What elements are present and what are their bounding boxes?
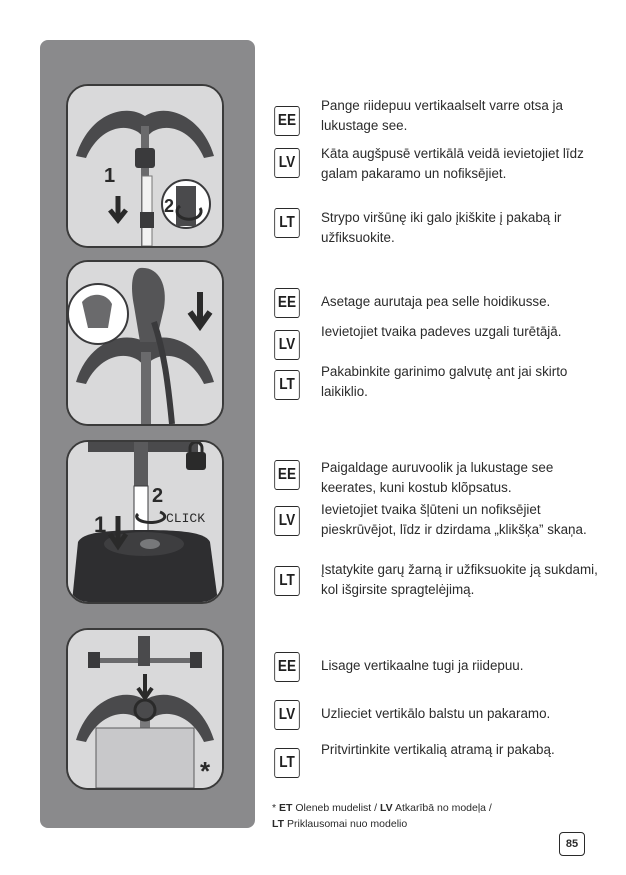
model-dependence-footnote [272, 800, 572, 832]
instruction-text-lt: Strypo viršūnę iki galo įkiškite į pakabą ir užfiksuokite. [321, 210, 562, 245]
step-number-1: 1 [94, 512, 107, 537]
instruction-text-lt: Įstatykite garų žarną ir užfiksuokite ją sukdami, kol išgirsite spragtelėjimą. [321, 562, 598, 597]
illustration-step-3 [66, 440, 224, 604]
instruction-text-lt: Pritvirtinkite vertikalią atramą ir pakabą. [321, 742, 555, 757]
footnote-asterisk: * [272, 802, 280, 814]
instruction-text-ee: Paigaldage auruvoolik ja lukustage see keerates, kuni kostub klõpsatus. [321, 460, 554, 495]
illustration-step-1 [66, 84, 224, 248]
footnote-code-lt: LT [272, 818, 285, 830]
support-bar-illustration [68, 630, 222, 788]
language-badge-lt: LT [274, 748, 300, 778]
instruction-text-ee: Lisage vertikaalne tugi ja riidepuu. [321, 658, 524, 673]
language-badge-lv: LV [274, 506, 300, 536]
language-badge-ee: EE [274, 652, 300, 682]
instruction-text-lv: Ievietojiet tvaika padeves uzgali turētājā. [321, 324, 562, 339]
language-badge-ee: EE [274, 106, 300, 136]
footnote-text-lv: Atkarībā no modeļa / [392, 802, 492, 814]
language-badge-lt: LT [274, 208, 300, 238]
instruction-text-lv: Ievietojiet tvaika šļūteni un nofiksējiet pieskrūvējot, līdz ir dzirdama „klikšķa” skaņa. [321, 502, 587, 537]
instruction-text-lt: Pakabinkite garinimo galvutę ant jai skirto laikiklio. [321, 364, 568, 399]
hanger-illustration [68, 86, 222, 246]
hose-connection-illustration [68, 442, 222, 602]
language-badge-lt: LT [274, 566, 300, 596]
language-badge-lv: LV [274, 330, 300, 360]
illustration-step-4 [66, 628, 224, 790]
language-badge-ee: EE [274, 288, 300, 318]
language-badge-lv: LV [274, 700, 300, 730]
instruction-text-lv: Kāta augšpusē vertikālā veidā ievietojiet līdz galam pakaramo un nofiksējiet. [321, 146, 584, 181]
instruction-text-ee: Pange riidepuu vertikaalselt varre otsa ja lukustage see. [321, 98, 563, 133]
footnote-text-lt: Priklausomai nuo modelio [284, 818, 408, 830]
page-number: 85 [559, 832, 585, 856]
footnote-code-lv: LV [379, 802, 393, 814]
instruction-text-lv: Uzlieciet vertikālo balstu un pakaramo. [321, 706, 551, 721]
footnote-code-et: ET [279, 802, 293, 814]
click-label: CLICK [166, 511, 206, 526]
language-badge-ee: EE [274, 460, 300, 490]
language-badge-lv: LV [274, 148, 300, 178]
step-number-1: 1 [104, 165, 116, 187]
footnote-text-et: Oleneb mudelist / [292, 802, 380, 814]
step-number-2: 2 [164, 196, 175, 216]
asterisk-mark: * [200, 756, 211, 786]
step-number-2: 2 [152, 485, 164, 507]
illustration-step-2 [66, 260, 224, 426]
instruction-text-ee: Asetage aurutaja pea selle hoidikusse. [321, 294, 551, 309]
language-badge-lt: LT [274, 370, 300, 400]
steamer-head-illustration [68, 262, 222, 424]
